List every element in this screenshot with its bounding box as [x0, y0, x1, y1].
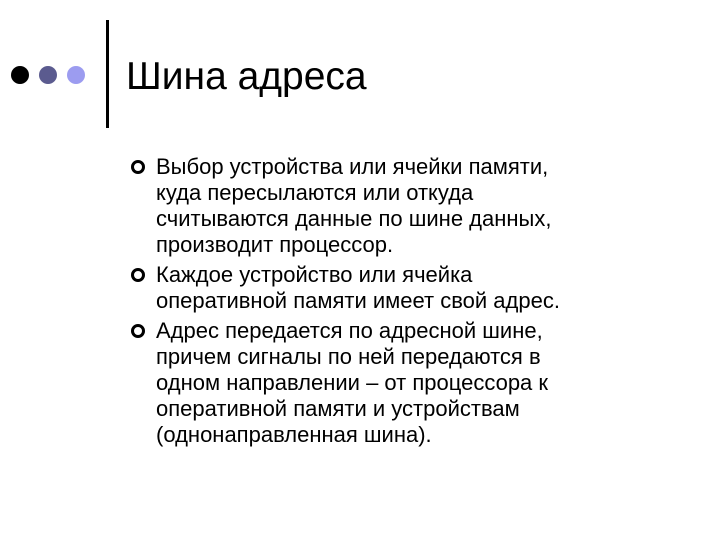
bullet-item: [0, 262, 720, 314]
bullet-text: Выбор устройства или ячейки памяти, куда пересылаются или откуда считываются данные по шине данных, производит процессор.: [156, 154, 552, 257]
dot-lavender-icon: [67, 66, 85, 84]
bullet-text: Адрес передается по адресной шине, причем сигналы по ней передаются в одном направлении – от процессора к оперативной памяти и устройствам (однонаправленная шина).: [156, 318, 549, 447]
bullet-item: [0, 318, 720, 448]
title-divider: [106, 20, 109, 128]
hollow-circle-bullet-icon: [131, 268, 145, 282]
dot-black-icon: [11, 66, 29, 84]
decorative-dots: [11, 66, 95, 84]
slide-title: Шина адреса: [126, 55, 367, 98]
bullet-text: Каждое устройство или ячейка оперативной памяти имеет свой адрес.: [156, 262, 560, 313]
dot-navy-icon: [39, 66, 57, 84]
bullet-list: [0, 154, 720, 452]
hollow-circle-bullet-icon: [131, 160, 145, 174]
bullet-item: [0, 154, 720, 258]
hollow-circle-bullet-icon: [131, 324, 145, 338]
